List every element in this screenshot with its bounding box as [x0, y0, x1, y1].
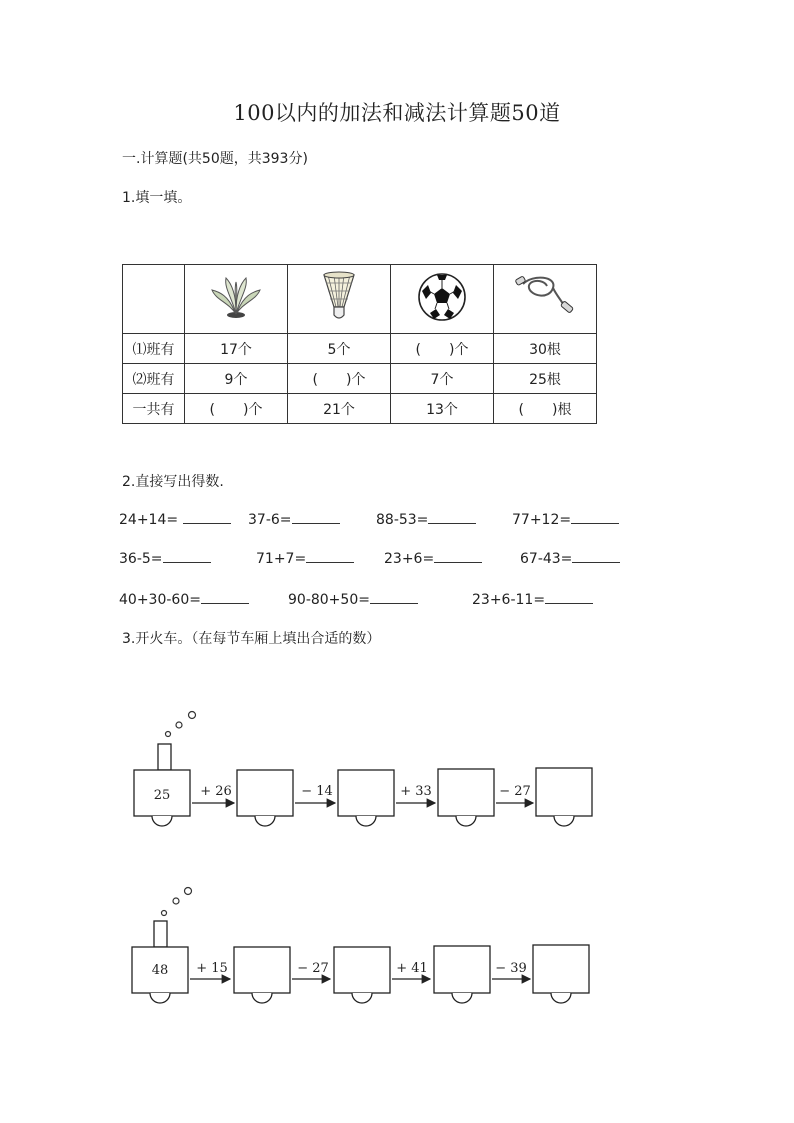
section-heading: 一.计算题(共50题，共393分) [122, 151, 308, 167]
equation-item [248, 511, 340, 528]
operation-label: + 41 [396, 961, 428, 976]
answer-blank[interactable] [572, 550, 620, 563]
q1-label: 1.填一填。 [122, 190, 192, 206]
equation-text: 90-80+50= [288, 592, 370, 608]
operation-label: + 26 [200, 784, 232, 799]
train-car-answer[interactable] [438, 769, 494, 816]
smoke-icon [176, 722, 182, 728]
row-label: ⑴班有 [123, 334, 185, 364]
operation-label: + 33 [400, 784, 432, 799]
table-cell: 30根 [494, 334, 597, 364]
equation-text: 40+30-60= [119, 592, 201, 608]
wheel-icon [152, 816, 172, 826]
answer-blank[interactable] [292, 511, 340, 524]
answer-blank[interactable] [370, 591, 418, 604]
q3-label: 3.开火车。（在每节车厢上填出合适的数） [122, 631, 381, 647]
wheel-icon [252, 993, 272, 1003]
wheel-icon [456, 816, 476, 826]
smoke-icon [189, 712, 196, 719]
equation-text: 36-5= [119, 551, 163, 567]
equation-item [384, 550, 482, 567]
soccer-ball-image [391, 265, 494, 334]
badminton-shuttlecock-image [288, 265, 391, 334]
equation-text: 71+7= [256, 551, 307, 567]
equation-text: 23+6-11= [472, 592, 546, 608]
table-corner-cell [123, 265, 185, 334]
answer-blank-cell[interactable]: ( )根 [494, 394, 597, 424]
wheel-icon [255, 816, 275, 826]
train-2-diagram [120, 875, 610, 1015]
train-car-answer[interactable] [234, 947, 290, 993]
jump-rope-image [494, 265, 597, 334]
train-car-answer[interactable] [533, 945, 589, 993]
soccer-ball-icon [416, 271, 468, 323]
table-cell: 5个 [288, 334, 391, 364]
equation-item [376, 511, 476, 528]
wheel-icon [352, 993, 372, 1003]
train-car-answer[interactable] [237, 770, 293, 816]
equation-item [256, 550, 354, 567]
table-row [123, 394, 597, 424]
answer-blank[interactable] [201, 591, 249, 604]
jump-rope-icon [513, 272, 577, 322]
shuttlecock-feathers-icon [206, 272, 266, 322]
equation-item [512, 511, 619, 528]
equation-text: 23+6= [384, 551, 435, 567]
smoke-icon [166, 732, 171, 737]
answer-blank[interactable] [183, 511, 231, 524]
equation-text: 77+12= [512, 512, 572, 528]
row-label: ⑵班有 [123, 364, 185, 394]
equation-item [119, 591, 249, 608]
badminton-shuttlecock-icon [314, 269, 364, 325]
row-label: 一共有 [123, 394, 185, 424]
answer-blank-cell[interactable]: ( )个 [288, 364, 391, 394]
wheel-icon [150, 993, 170, 1003]
table-cell: 21个 [288, 394, 391, 424]
table-row [123, 364, 597, 394]
wheel-icon [551, 993, 571, 1003]
operation-label: − 27 [499, 784, 531, 799]
train-1-diagram [120, 700, 610, 840]
chimney-icon [158, 744, 171, 770]
smoke-icon [173, 898, 179, 904]
answer-blank[interactable] [545, 591, 593, 604]
answer-blank[interactable] [306, 550, 354, 563]
equation-text: 67-43= [520, 551, 573, 567]
operation-label: + 15 [196, 961, 228, 976]
q2-label: 2.直接写出得数. [122, 474, 224, 490]
train-car-answer[interactable] [536, 768, 592, 816]
operation-label: − 14 [301, 784, 333, 799]
shuttlecock-feathers-image [185, 265, 288, 334]
fill-table [122, 264, 597, 424]
smoke-icon [185, 888, 192, 895]
answer-blank[interactable] [163, 550, 211, 563]
operation-label: − 39 [495, 961, 527, 976]
table-cell: 25根 [494, 364, 597, 394]
table-cell: 9个 [185, 364, 288, 394]
chimney-icon [154, 921, 167, 947]
table-cell: 7个 [391, 364, 494, 394]
wheel-icon [554, 816, 574, 826]
equation-text: 24+14= [119, 512, 183, 528]
equation-text: 37-6= [248, 512, 292, 528]
smoke-icon [162, 911, 167, 916]
equation-item [520, 550, 620, 567]
page-title: 100以内的加法和减法计算题50道 [233, 101, 561, 125]
answer-blank[interactable] [571, 511, 619, 524]
table-cell: 13个 [391, 394, 494, 424]
train-car-answer[interactable] [334, 947, 390, 993]
equation-item [119, 550, 211, 567]
train-car-answer[interactable] [434, 946, 490, 993]
answer-blank-cell[interactable]: ( )个 [185, 394, 288, 424]
train-car-answer[interactable] [338, 770, 394, 816]
answer-blank[interactable] [428, 511, 476, 524]
equation-item [288, 591, 418, 608]
wheel-icon [356, 816, 376, 826]
answer-blank-cell[interactable]: ( )个 [391, 334, 494, 364]
train-start-value: 25 [153, 788, 171, 803]
wheel-icon [452, 993, 472, 1003]
train-start-value: 48 [151, 963, 169, 978]
equation-item [472, 591, 593, 608]
equation-text: 88-53= [376, 512, 429, 528]
equation-item [119, 511, 231, 528]
table-row [123, 334, 597, 364]
operation-label: − 27 [297, 961, 329, 976]
answer-blank[interactable] [434, 550, 482, 563]
table-cell: 17个 [185, 334, 288, 364]
